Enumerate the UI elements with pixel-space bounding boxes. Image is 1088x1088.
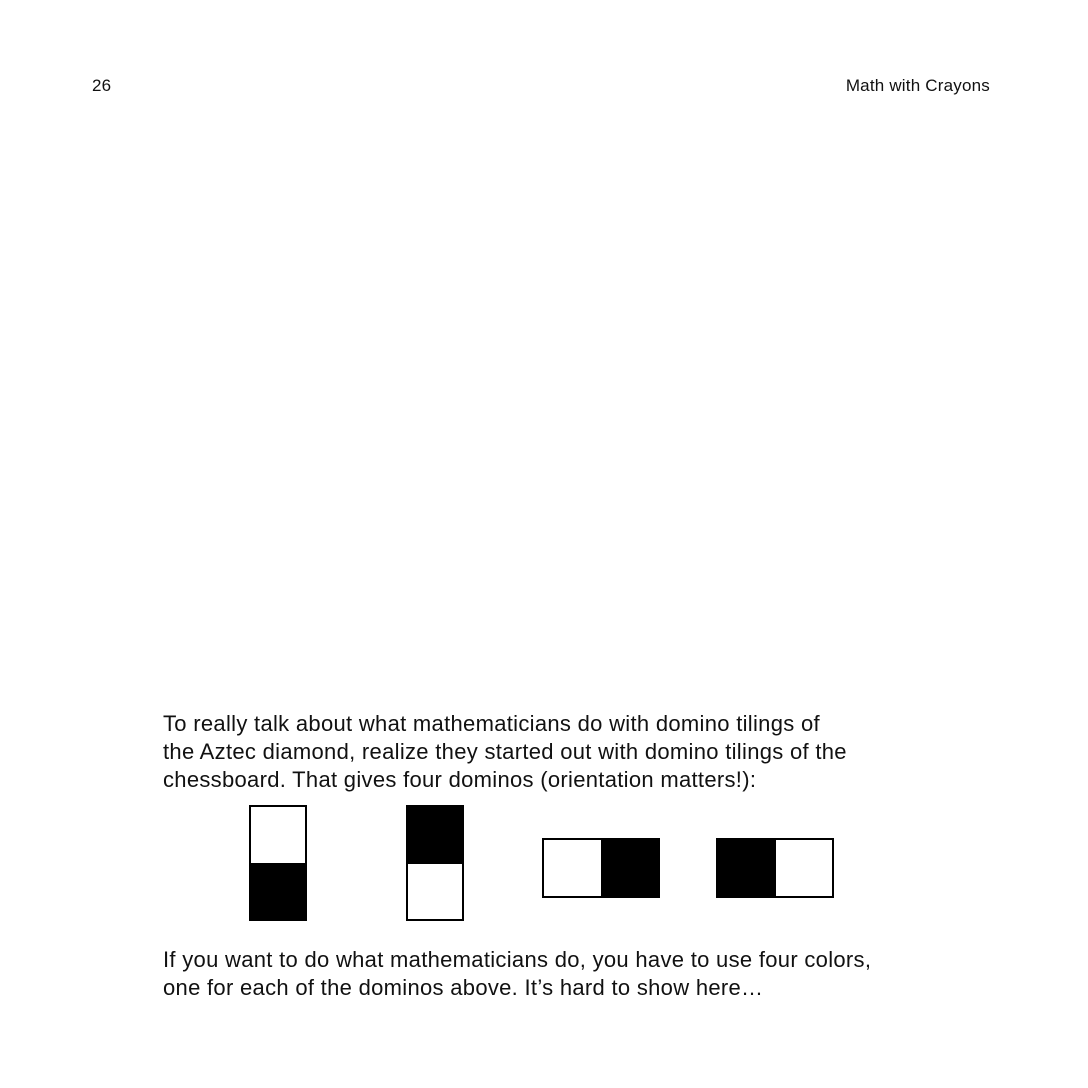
paragraph-line: chessboard. That gives four dominos (orientation matters!): xyxy=(163,767,757,792)
domino-vertical-white-black xyxy=(249,805,307,921)
domino-horizontal-black-white xyxy=(716,838,834,898)
domino-square-black xyxy=(601,840,659,896)
running-head: Math with Crayons xyxy=(845,76,990,95)
domino-square-white xyxy=(544,840,601,896)
domino-vertical-black-white xyxy=(406,805,464,921)
domino-square-black xyxy=(718,840,775,896)
domino-square-white xyxy=(775,840,833,896)
domino-square-black xyxy=(251,863,305,920)
page-number: 26 xyxy=(92,76,112,95)
paragraph-line: one for each of the dominos above. It’s hard to show here… xyxy=(163,975,764,1000)
paragraph-line: To really talk about what mathematicians do with domino tilings of xyxy=(163,711,820,736)
domino-square-white xyxy=(251,807,305,863)
paragraph-line: If you want to do what mathematicians do, you have to use four colors, xyxy=(163,947,872,972)
paragraph-followup xyxy=(163,946,943,1002)
paragraph-line: the Aztec diamond, realize they started out with domino tilings of the xyxy=(163,739,847,764)
domino-square-white xyxy=(408,863,462,920)
domino-square-black xyxy=(408,807,462,863)
paragraph-intro xyxy=(163,710,943,794)
domino-horizontal-white-black xyxy=(542,838,660,898)
